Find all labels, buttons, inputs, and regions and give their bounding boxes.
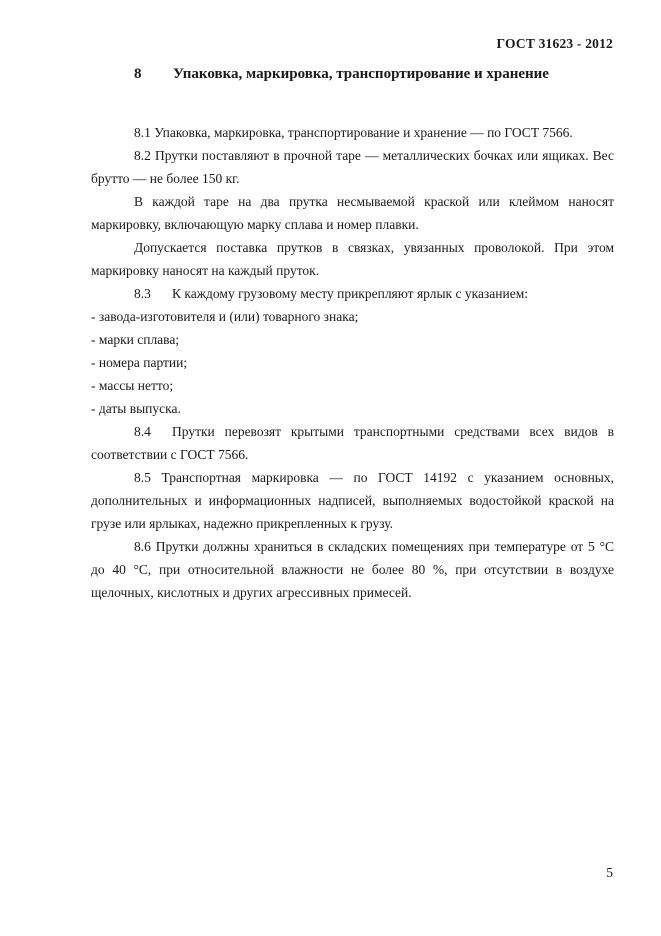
- paragraph-8-2: 8.2 Прутки поставляют в прочной таре — металлических бочках или ящиках. Вес брутто — не более 150 кг.: [91, 148, 614, 186]
- paragraph-8-2-bundles: Допускается поставка прутков в связках, увязанных проволокой. При этом маркировку наносят на каждый пруток.: [91, 240, 614, 278]
- section-body: [91, 121, 614, 604]
- page-number: 5: [606, 865, 613, 880]
- list-item: - марки сплава;: [91, 332, 180, 347]
- list-item: - завода-изготовителя и (или) товарного знака;: [91, 309, 359, 324]
- paragraph-number: 8.4: [134, 424, 151, 439]
- standard-code: ГОСТ 31623 - 2012: [496, 36, 613, 51]
- list-item: - даты выпуска.: [91, 401, 181, 416]
- paragraph-text: Прутки перевозят крытыми транспортными средствами всех видов в соответствии с ГОСТ 7566.: [91, 424, 614, 462]
- paragraph-8-1: 8.1 Упаковка, маркировка, транспортирование и хранение — по ГОСТ 7566.: [134, 125, 573, 140]
- paragraph-8-6: 8.6 Прутки должны храниться в складских помещениях при температуре от 5 °С до 40 °С, при относительной влажности не более 80 %, при отсутствии в воздухе щелочных, кислотных и других агрессивных примесей.: [91, 539, 614, 600]
- paragraph-8-2-marking: В каждой таре на два прутка несмываемой краской или клеймом наносят маркировку, включающую марку сплава и номер плавки.: [91, 194, 614, 232]
- section-title: Упаковка, маркировка, транспортирование и хранение: [173, 66, 549, 82]
- section-number: 8: [134, 66, 142, 82]
- section-heading: [134, 66, 549, 83]
- paragraph-text: К каждому грузовому месту прикрепляют ярлык с указанием:: [172, 286, 528, 301]
- list-item: - номера партии;: [91, 355, 188, 370]
- paragraph-number: 8.3: [134, 286, 151, 301]
- paragraph-8-3: [91, 282, 614, 305]
- paragraph-8-4: [91, 420, 614, 466]
- list-item: - массы нетто;: [91, 378, 174, 393]
- paragraph-8-5: 8.5 Транспортная маркировка — по ГОСТ 14192 с указанием основных, дополнительных и информационных надписей, выполняемых водостойкой краской на грузе или ярлыках, надежно прикрепленных к грузу.: [91, 470, 614, 531]
